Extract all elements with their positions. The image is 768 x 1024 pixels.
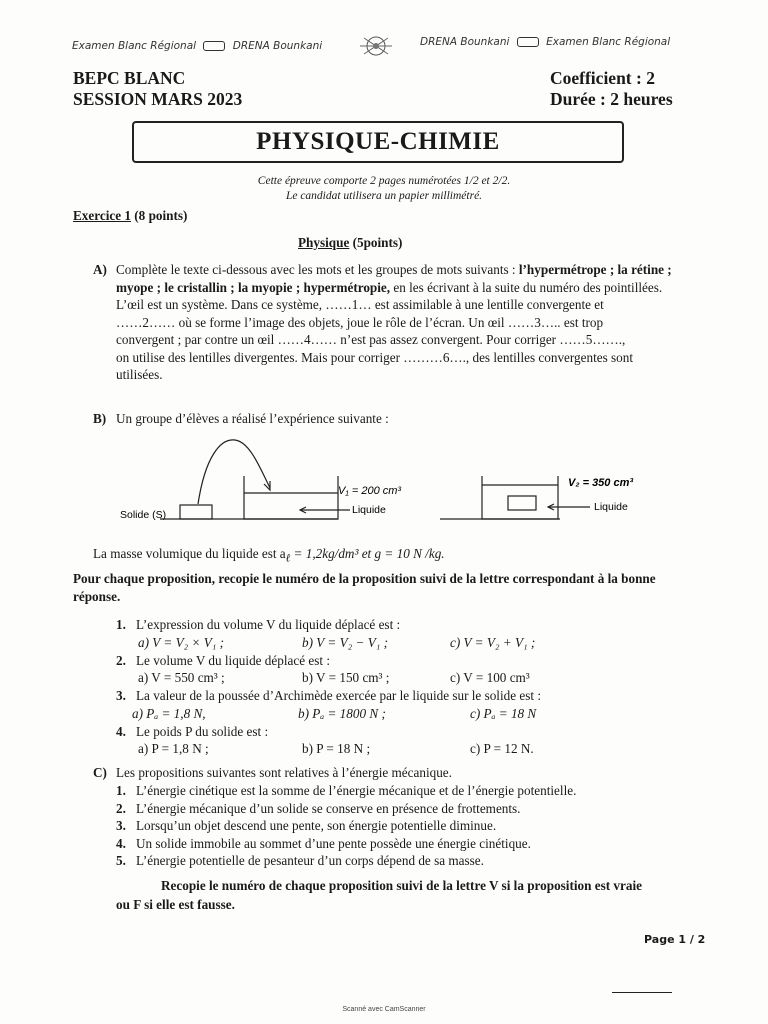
proposition-4 — [116, 835, 676, 853]
option-a: a) Pₐ = 1,8 N, — [132, 705, 206, 721]
proposition-number: 4. — [116, 835, 126, 851]
volume-v2-label: V₂ = 350 cm³ — [568, 477, 634, 489]
part-a-line-5: utilisées. — [116, 367, 163, 382]
exam-session: SESSION MARS 2023 — [73, 89, 243, 109]
option-a: a) P = 1,8 N ; — [138, 741, 209, 756]
part-a-body — [116, 261, 696, 384]
part-a-label: A) — [93, 262, 107, 277]
option-c: c) P = 12 N. — [470, 741, 534, 756]
proposition-2 — [116, 800, 676, 818]
part-c-list — [116, 782, 676, 870]
option-a: a) V = 550 cm³ ; — [138, 670, 225, 685]
question-number: 1. — [116, 617, 126, 632]
question-4 — [116, 723, 696, 759]
option-b: b) V = V₂ − V₁ ; — [302, 634, 389, 650]
part-a-intro: Complète le texte ci-dessous avec les mots et les groupes de mots suivants : l’hypermétrope ; la rétine ; myope ; le cristallin ; la myopie ; hypermétropie, en les écrivant à la suite du numéro des pointillées. — [116, 262, 672, 295]
proposition-3 — [116, 817, 676, 835]
physique-title: Physique — [298, 235, 350, 250]
part-a-line-2: ……2…… où se forme l’image des objets, joue le rôle de l’écran. Un œil ……3….. est trop — [116, 314, 604, 330]
option-b: b) P = 18 N ; — [302, 741, 371, 756]
option-b: b) V = 150 cm³ ; — [302, 670, 390, 685]
part-a-line-4: on utilise des lentilles divergentes. Mais pour corriger ………6…., des lentilles convergentes sont — [116, 349, 634, 365]
question-text: Le poids P du solide est : — [136, 723, 269, 739]
drena-logo-icon — [517, 37, 539, 47]
transfer-arrow-icon — [198, 440, 270, 504]
question-2 — [116, 652, 696, 688]
option-a: a) V = V₂ × V₁ ; — [138, 634, 225, 650]
liquid-label-1: Liquide — [352, 504, 386, 516]
figure-right-setup — [440, 476, 633, 519]
proposition-text: L’énergie cinétique est la somme de l’énergie mécanique et de l’énergie potentielle. — [136, 783, 577, 798]
experiment-figure — [110, 428, 670, 528]
option-c: c) V = 100 cm³ — [450, 670, 530, 685]
header-left-stamp: Examen Blanc Régional DRENA Bounkani — [72, 40, 323, 52]
question-1 — [116, 616, 696, 652]
proposition-number: 3. — [116, 818, 126, 833]
page-number: Page 1 / 2 — [644, 933, 706, 946]
figure-left-setup — [120, 440, 401, 521]
question-text: La valeur de la poussée d’Archimède exercée par le liquide sur le solide est : — [136, 688, 541, 703]
density-statement — [93, 545, 445, 568]
subject-banner — [132, 121, 624, 163]
option-b: b) Pₐ = 1800 N ; — [298, 705, 386, 721]
exercise-title: Exercice 1 — [73, 208, 131, 223]
exam-notes — [0, 174, 768, 204]
proposition-text: L’énergie potentielle de pesanteur d’un corps dépend de sa masse. — [136, 853, 484, 868]
part-c-intro: Les propositions suivantes sont relatives à l’énergie mécanique. — [116, 765, 452, 780]
option-c: c) Pₐ = 18 N — [470, 705, 537, 721]
question-number: 2. — [116, 652, 126, 668]
physique-heading — [298, 234, 402, 252]
proposition-text: L’énergie mécanique d’un solide se conserve en présence de frottements. — [136, 800, 521, 816]
question-text: L’expression du volume V du liquide déplacé est : — [136, 617, 401, 632]
part-c-label: C) — [93, 765, 107, 780]
proposition-number: 2. — [116, 800, 126, 816]
beaker-1 — [244, 476, 338, 519]
solid-label: Solide (S) — [120, 509, 167, 521]
exam-title-left — [73, 68, 242, 110]
proposition-1 — [116, 782, 676, 800]
proposition-number: 1. — [116, 783, 126, 798]
header-right-stamp: DRENA Bounkani Examen Blanc Régional — [420, 36, 671, 48]
exercise-points: (8 points) — [134, 208, 188, 223]
coefficient: Coefficient : 2 — [550, 68, 655, 88]
note-pages: Cette épreuve comporte 2 pages numérotées 1/2 et 2/2. — [257, 175, 511, 187]
part-c-instruction-line1: Recopie le numéro de chaque proposition suivi de la lettre V si la proposition est vraie — [161, 878, 642, 893]
question-text: Le volume V du liquide déplacé est : — [136, 652, 330, 668]
beaker-2 — [482, 476, 558, 519]
bottom-rule — [612, 992, 672, 993]
part-b-intro: Un groupe d’élèves a réalisé l’expérience suivante : — [116, 411, 389, 426]
part-a-line-1: L’œil est un système. Dans ce système, ……1… est assimilable à une lentille convergente et — [116, 297, 604, 312]
option-c: c) V = V₂ + V₁ ; — [450, 634, 536, 650]
liquid-label-2: Liquide — [594, 501, 628, 513]
duration: Durée : 2 heures — [550, 89, 673, 109]
proposition-text: Un solide immobile au sommet d’une pente possède une énergie cinétique. — [136, 835, 531, 851]
density-text: La masse volumique du liquide est a — [93, 546, 286, 561]
physique-points: (5points) — [352, 235, 403, 250]
part-b-instruction: Pour chaque proposition, recopie le numéro de la proposition suivi de la lettre correspondant à la bonne réponse. — [73, 571, 656, 604]
question-number: 4. — [116, 723, 126, 739]
part-c-instruction-line2: ou F si elle est fausse. — [116, 897, 235, 912]
exercise-1-heading — [73, 207, 187, 225]
subject-title: PHYSIQUE-CHIMIE — [256, 128, 500, 155]
proposition-number: 5. — [116, 853, 126, 868]
proposition-text: Lorsqu’un objet descend une pente, son énergie potentielle diminue. — [136, 818, 497, 833]
question-3 — [116, 687, 696, 723]
emblem-icon — [356, 32, 396, 60]
scanner-watermark: Scanné avec CamScanner — [342, 1006, 426, 1013]
part-b-label: B) — [93, 411, 107, 426]
density-value: = 1,2kg/dm³ et g = 10 N /kg. — [290, 546, 445, 561]
solid-block — [180, 505, 212, 519]
drena-logo-icon — [203, 41, 225, 51]
exam-name: BEPC BLANC — [73, 68, 186, 88]
question-list — [116, 616, 696, 758]
volume-v1-label: V₁ = 200 cm³ — [338, 485, 402, 497]
part-a-line-3: convergent ; par contre un œil ……4…… n’est pas assez convergent. Pour corriger ……5……., — [116, 332, 626, 347]
exam-title-right — [550, 68, 673, 110]
question-number: 3. — [116, 688, 126, 703]
proposition-5 — [116, 852, 676, 870]
density-subscript: ℓ — [285, 552, 291, 565]
submerged-solid — [508, 496, 536, 510]
note-paper: Le candidat utilisera un papier millimétré. — [285, 190, 483, 202]
